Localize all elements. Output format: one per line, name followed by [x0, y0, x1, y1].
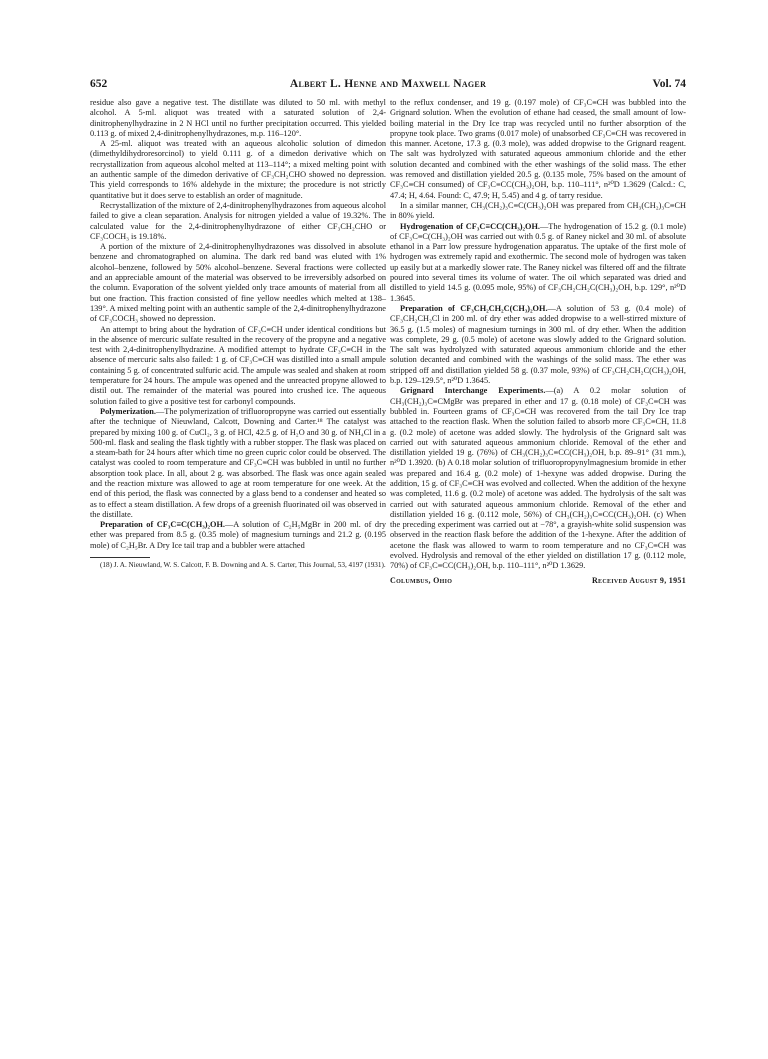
paragraph: A portion of the mixture of 2,4-dinitrophenylhydrazones was dissolved in absolute benzene and chromatographed on alumina. The dark red band was eluted with 1% alcohol–benzene, followed by 50% alcohol–benzene. Several fractions were collected and an appreciable amount of the material was observed to be irreversibly adsorbed on the column. Evaporation of the solvent yielded only trace amounts of material from all but one fraction. This fraction consisted of fine yellow needles which melted at 138–139°. A mixed melting point with an authentic sample of the 2,4-dinitrophenylhydrazone of CF₃COCH₃ showed no depression. [90, 242, 386, 324]
section-heading: Preparation of CF₃CH₂CH₂C(CH₃)₂OH. [400, 303, 548, 313]
paragraph-body: —The polymerization of trifluoropropyne was carried out essentially after the technique of Nieuwland, Calcott, Downing and Carter.¹⁸ The catalyst was prepared by mixing 100 g. of CuCl₂, 3 g. of HCl, 42.5 g. of H₂O and 30 g. of NH₄Cl in a 500-ml. flask and sealing the flask tightly with a rubber stopper. The flask was placed on a steam-bath for 24 hours after which time no green cupric color could be observed. The catalyst was cooled to room temperature and CF₃C≡CH was bubbled in until no further absorption took place. In all, about 2 g. was absorbed. The flask was once again sealed and the reaction mixture was allowed to age at room temperature for one week. At the end of this period, the flask was connected by a glass bend to a condenser and heated so as to effect a steam distillation. A few drops of a greenish fluorinated oil was observed in the distillate. [90, 406, 386, 519]
section-heading: Polymerization. [100, 406, 156, 416]
paragraph-body: —(a) A 0.2 molar solution of CH₃(CH₂)₃C≡CMgBr was prepared in ether and 17 g. (0.18 mole) of CF₃C≡CH was bubbled in. Fourteen grams of CF₃C≡CH was recovered from the tail Dry Ice trap attached to the reaction flask. When the solution failed to absorb more CF₃C≡CH, 11.8 g. (0.2 mole) of acetone was added slowly. The hydrolysis of the Grignard salt was carried out with saturated aqueous ammonium chloride. Removal of the ether and distillation yielded 19 g. (76%) of CH₃(CH₂)₃C≡CC(CH₃)₂OH, b.p. 89–91° (31 mm.), n²⁰D 1.3920. (b) A 0.18 molar solution of trifluoropropynylmagnesium bromide in ether was prepared and 16.4 g. (0.2 mole) of 1-hexyne was added dropwise. During the addition, 15 g. of CF₃C≡CH was evolved and collected. When the addition of the hexyne was completed, 11.6 g. (0.2 mole) of acetone was added. The hydrolysis of the salt was carried out with saturated aqueous ammonium chloride. Removal of the ether and distillation yielded 16 g. (0.112 mole, 56%) of CH₃(CH₂)₃C≡CC(CH₃)₂OH. (c) When the preceding experiment was carried out at −78°, a grayish-white solid suspension was observed in the reaction flask before the addition of the 1-hexyne. After the addition of acetone the flask was allowed to warm to room temperature and no CF₃C≡CH was evolved. Hydrolysis and removal of the ether yielded on distillation 17 g. (0.112 mole, 70%) of CF₃C≡CC(CH₃)₂OH, b.p. 110–111°, n²⁰D 1.3629. [390, 386, 686, 571]
volume-label: Vol. 74 [652, 78, 686, 90]
institution-city: Columbus, Ohio [390, 575, 453, 585]
paragraph: A 25-ml. aliquot was treated with an aqueous alcoholic solution of dimedon (dimethyldihydroresorcinol) to yield 0.111 g. of a dimedon derivative which on recrystallization from aqueous alcohol melted at 113–114°; a mixed melting point with an authentic sample of the dimedon derivative of CF₃CH₂CHO showed no depression. This yield corresponds to 16% aldehyde in the mixture; the procedure is not strictly quantitative but it does serve to establish an order of magnitude. [90, 139, 386, 200]
paragraph-body: —The hydrogenation of 15.2 g. (0.1 mole) of CF₃C≡C(CH₃)₂OH was carried out with 0.5 g. of Raney nickel and 30 ml. of absolute ethanol in a Parr low pressure hydrogenation apparatus. The uptake of the first mole of hydrogen was extremely rapid and exothermic. The second mole of hydrogen was taken up easily but at a markedly slower rate. The Raney nickel was filtered off and the filtrate poured into several times its volume of water. The oil which separated was dried and distilled to yield 14.5 g. (0.095 mole, 95%) of CF₃CH₂CH₂C(CH₃)₂OH, b.p. 129°, n²⁰D 1.3645. [390, 221, 686, 303]
running-authors: Albert L. Henne and Maxwell Nager [289, 78, 487, 90]
paragraph: residue also gave a negative test. The distillate was diluted to 50 ml. with methyl alcohol. A 5-ml. aliquot was treated with a saturated solution of 2,4-dinitrophenylhydrazine in 2 N HCl until no further precipitation occurred. This yielded 0.113 g. of mixed 2,4-dinitrophenylhydrazones, m.p. 116–120°. [90, 98, 386, 138]
paragraph-polymerization [90, 407, 386, 520]
section-heading: Grignard Interchange Experiments. [400, 386, 546, 396]
paragraph-preparation [390, 304, 686, 386]
footnote: (18) J. A. Nieuwland, W. S. Calcott, F. B. Downing and A. S. Carter, This Journal, 53, 4197 (1931). [100, 561, 386, 570]
paragraph-body: —A solution of 53 g. (0.4 mole) of CF₃CH₂CH₂Cl in 200 ml. of dry ether was added dropwise to a well-stirred mixture of 36.5 g. (1.5 moles) of magnesium turnings in 300 ml. of dry ether. When the addition was complete, 29 g. (0.5 mole) of acetone was slowly added to the Grignard solution. The salt was hydrolyzed with saturated aqueous ammonium chloride and the ether solution decanted and combined with the washings of the solid mass. The ether was stripped off and distillation yielded 58 g. (0.37 mole, 93%) of CF₃CH₂CH₂C(CH₃)₂OH, b.p. 129–129.5°, n²⁰D 1.3645. [390, 303, 686, 386]
footnote-rule [90, 557, 150, 558]
paragraph: In a similar manner, CH₃(CH₂)₃C≡C(CH₃)₂OH was prepared from CH₃(CH₂)₃C≡CH in 80% yield. [390, 200, 686, 221]
running-header [90, 78, 686, 94]
left-column [90, 98, 386, 570]
paragraph-grignard [390, 386, 686, 571]
paragraph: to the reflux condenser, and 19 g. (0.197 mole) of CF₃C≡CH was bubbled into the Grignard solution. When the evolution of ethane had ceased, the small amount of low-boiling material in the Dry Ice trap was recycled until no further absorption of the propyne took place. Two grams (0.017 mole) of unabsorbed CF₃C≡CH was recovered in this manner. Acetone, 17.3 g. (0.3 mole), was added dropwise to the Grignard reagent. The salt was hydrolyzed with saturated aqueous ammonium chloride and the ether solution decanted and combined with the ether washings of the solid mass. The ether was removed and distillation yielded 20.5 g. (0.135 mole, 75% based on the amount of CF₃C≡CH consumed) of CF₃C≡CC(CH₃)₂OH, b.p. 110–111°, n²⁰D 1.3629 (Calcd.: C, 47.4; H, 4.64. Found: C, 47.9; H, 5.45) and 4 g. of tarry residue. [390, 98, 686, 200]
page-number: 652 [90, 78, 108, 90]
section-heading: Preparation of CF₃C≡C(CH₃)₂OH. [100, 520, 225, 530]
paragraph-hydrogenation [390, 222, 686, 304]
received-date: Received August 9, 1951 [591, 575, 686, 585]
paragraph: An attempt to bring about the hydration of CF₃C≡CH under identical conditions but in the absence of mercuric sulfate resulted in the recovery of the propyne and a negative test with 2,4-dinitrophenylhydrazine. A modified attempt to hydrate CF₃C≡CH in the absence of mercuric salts also failed: 1 g. of CF₃C≡CH was distilled into a small ampule containing 5 g. of concentrated sulfuric acid. The ampule was sealed and shaken at room temperature for 24 hours. The ampule was opened and the unreacted propyne allowed to distil out. The remainder of the material was poured into crushed ice. The aqueous solution failed to give a positive test for carbonyl compounds. [90, 324, 386, 406]
section-heading: Hydrogenation of CF₃C≡CC(CH₃)₂OH. [400, 221, 540, 231]
paragraph-preparation [90, 520, 386, 551]
paragraph: Recrystallization of the mixture of 2,4-dinitrophenylhydrazones from aqueous alcohol failed to give a clean separation. Analysis for nitrogen yielded a value of 19.32%. The calculated value for the 2,4-dinitrophenylhydrazone of either CF₃CH₂CHO or CF₃COCH₃ is 19.18%. [90, 200, 386, 241]
paragraph-body: —A solution of C₂H₅MgBr in 200 ml. of dry ether was prepared from 8.5 g. (0.35 mole) of magnesium turnings and 21.2 g. (0.195 mole) of C₂H₅Br. A Dry Ice tail trap and a bubbler were attached [90, 520, 386, 550]
signature-line [390, 576, 686, 588]
right-column [390, 98, 686, 588]
